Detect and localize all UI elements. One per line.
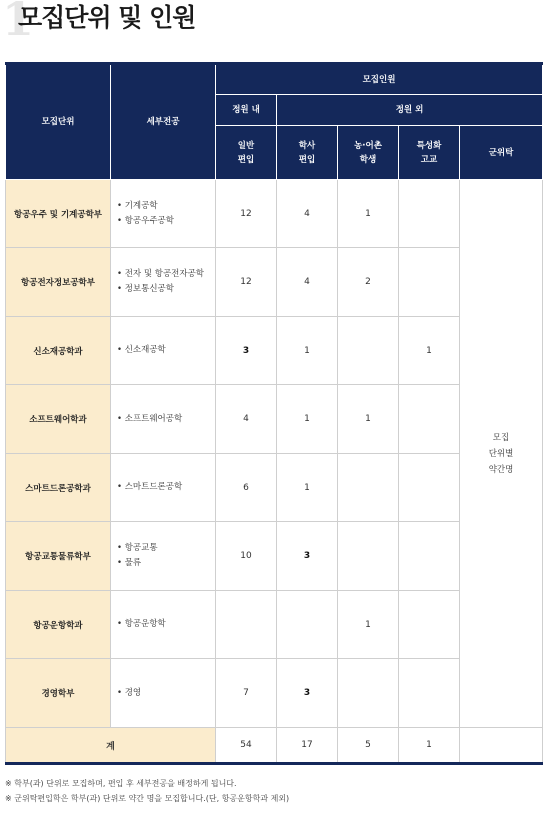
major-cell: • 전자 및 항공전자공학 • 정보통신공학 bbox=[111, 248, 216, 317]
unit-cell: 항공우주 및 기계공학부 bbox=[6, 180, 111, 248]
total-bachelor: 17 bbox=[277, 728, 338, 764]
general-cell bbox=[216, 591, 277, 659]
major-cell: • 소프트웨어공학 bbox=[111, 385, 216, 454]
rural-cell: 1 bbox=[338, 385, 399, 454]
rural-cell: 2 bbox=[338, 248, 399, 317]
major-cell: • 항공운항학 bbox=[111, 591, 216, 659]
unit-cell: 소프트웨어학과 bbox=[6, 385, 111, 454]
header-outside: 정원 외 bbox=[277, 95, 543, 126]
general-cell: 12 bbox=[216, 248, 277, 317]
bachelor-cell bbox=[277, 591, 338, 659]
special-cell bbox=[399, 385, 460, 454]
rural-cell bbox=[338, 659, 399, 728]
total-row bbox=[6, 728, 543, 764]
rural-cell bbox=[338, 454, 399, 522]
major-cell: • 항공교통 • 물류 bbox=[111, 522, 216, 591]
military-cell: 모집 단위별 약간명 bbox=[460, 180, 543, 728]
unit-cell: 경영학부 bbox=[6, 659, 111, 728]
total-label: 계 bbox=[6, 728, 216, 764]
header-major: 세부전공 bbox=[111, 64, 216, 180]
header-bachelor: 학사 편입 bbox=[277, 126, 338, 180]
rural-cell bbox=[338, 317, 399, 385]
section-number: 1 bbox=[2, 0, 35, 46]
bachelor-cell: 3 bbox=[277, 522, 338, 591]
general-cell: 7 bbox=[216, 659, 277, 728]
unit-cell: 항공전자정보공학부 bbox=[6, 248, 111, 317]
special-cell bbox=[399, 454, 460, 522]
general-cell: 6 bbox=[216, 454, 277, 522]
footnotes bbox=[5, 776, 289, 806]
major-cell: • 경영 bbox=[111, 659, 216, 728]
total-special: 1 bbox=[399, 728, 460, 764]
header-special: 특성화 고교 bbox=[399, 126, 460, 180]
header-unit: 모집단위 bbox=[6, 64, 111, 180]
special-cell bbox=[399, 522, 460, 591]
bachelor-cell: 1 bbox=[277, 317, 338, 385]
total-general: 54 bbox=[216, 728, 277, 764]
major-cell: • 신소재공학 bbox=[111, 317, 216, 385]
footnote: ※ 군위탁편입학은 학부(과) 단위로 약간 명을 모집합니다.(단, 항공운항학과 제외) bbox=[5, 794, 290, 803]
special-cell bbox=[399, 659, 460, 728]
recruitment-table bbox=[5, 62, 543, 765]
unit-cell: 항공교통물류학부 bbox=[6, 522, 111, 591]
unit-cell: 스마트드론공학과 bbox=[6, 454, 111, 522]
general-cell: 10 bbox=[216, 522, 277, 591]
table-row bbox=[6, 180, 543, 248]
major-cell: • 스마트드론공학 bbox=[111, 454, 216, 522]
special-cell bbox=[399, 591, 460, 659]
total-military bbox=[460, 728, 543, 764]
header-inside: 정원 내 bbox=[216, 95, 277, 126]
special-cell bbox=[399, 248, 460, 317]
bachelor-cell: 1 bbox=[277, 454, 338, 522]
rural-cell: 1 bbox=[338, 591, 399, 659]
major-cell: • 기계공학 • 항공우주공학 bbox=[111, 180, 216, 248]
page-title: 모집단위 및 인원 bbox=[18, 3, 196, 32]
general-cell: 3 bbox=[216, 317, 277, 385]
rural-cell: 1 bbox=[338, 180, 399, 248]
general-cell: 4 bbox=[216, 385, 277, 454]
page-header bbox=[0, 0, 545, 60]
header-rural: 농·어촌 학생 bbox=[338, 126, 399, 180]
header-general: 일반 편입 bbox=[216, 126, 277, 180]
special-cell bbox=[399, 180, 460, 248]
bachelor-cell: 1 bbox=[277, 385, 338, 454]
unit-cell: 항공운항학과 bbox=[6, 591, 111, 659]
general-cell: 12 bbox=[216, 180, 277, 248]
special-cell: 1 bbox=[399, 317, 460, 385]
unit-cell: 신소재공학과 bbox=[6, 317, 111, 385]
total-rural: 5 bbox=[338, 728, 399, 764]
rural-cell bbox=[338, 522, 399, 591]
bachelor-cell: 4 bbox=[277, 180, 338, 248]
bachelor-cell: 3 bbox=[277, 659, 338, 728]
footnote: ※ 학부(과) 단위로 모집하며, 편입 후 세부전공을 배정하게 됩니다. bbox=[5, 779, 237, 788]
header-military: 군위탁 bbox=[460, 126, 543, 180]
bachelor-cell: 4 bbox=[277, 248, 338, 317]
header-recruit: 모집인원 bbox=[216, 64, 543, 95]
